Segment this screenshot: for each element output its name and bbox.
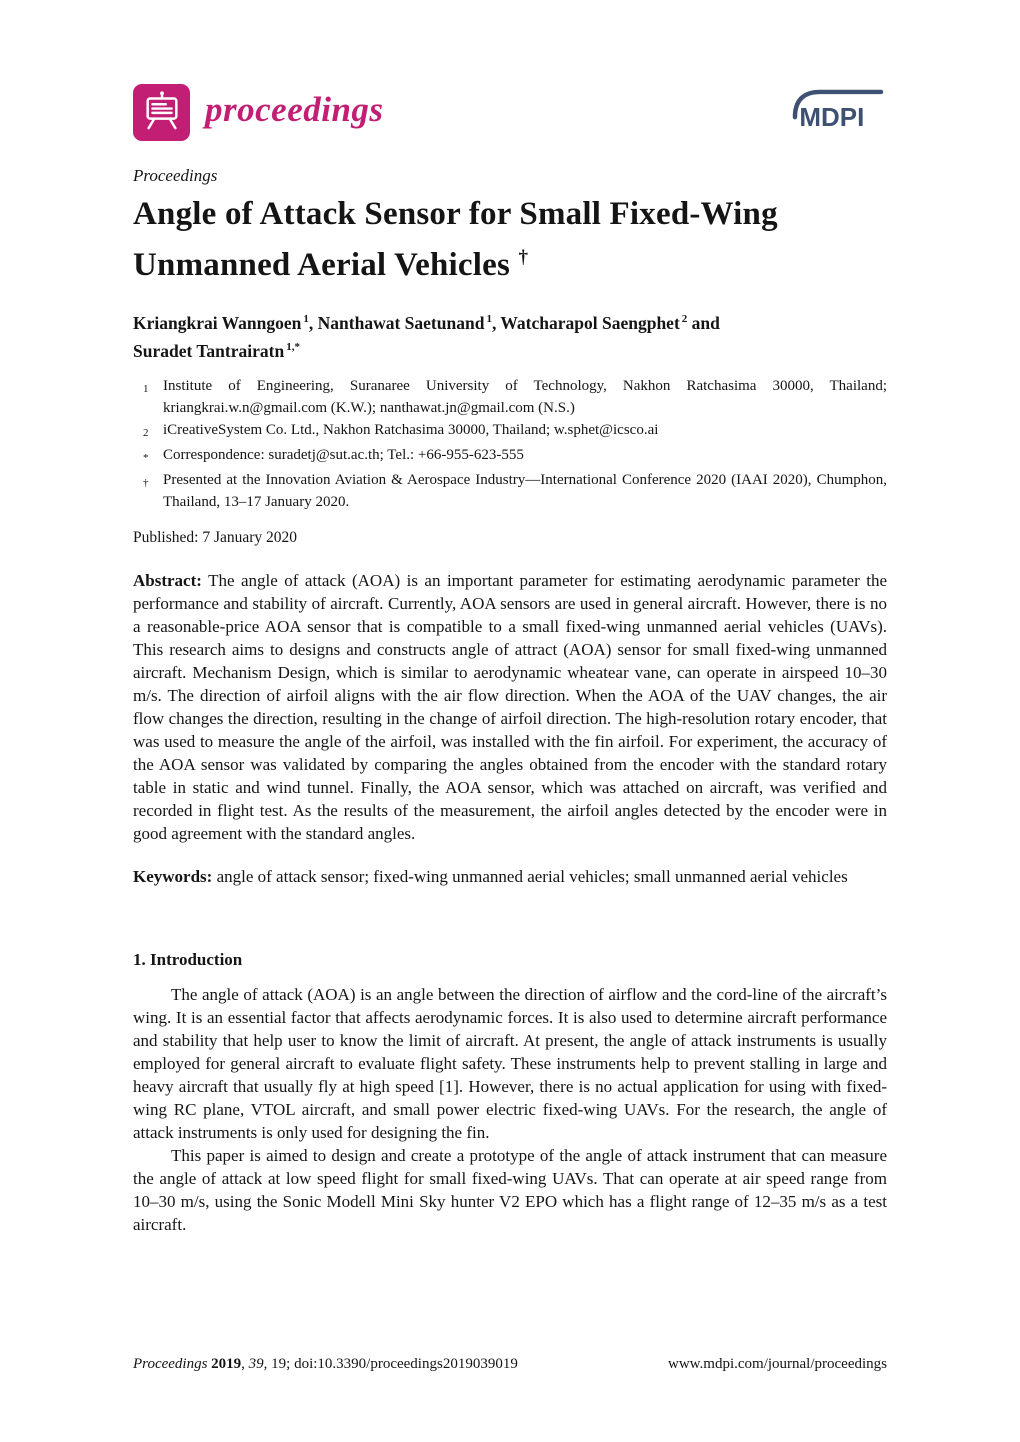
proceedings-logo-badge bbox=[133, 84, 190, 141]
mdpi-logo-text: MDPI bbox=[799, 102, 865, 132]
author-name: Watcharapol Saengphet bbox=[500, 313, 680, 334]
mdpi-logo-icon bbox=[789, 102, 887, 136]
masthead bbox=[133, 84, 887, 141]
author-name: Suradet Tantrairatn bbox=[133, 341, 285, 362]
affiliation-marker: 1 bbox=[143, 383, 149, 396]
author-name: Nanthawat Saetunand bbox=[317, 313, 485, 334]
authors-line bbox=[133, 307, 887, 363]
author: Nanthawat Saetunand $^1$, bbox=[317, 313, 501, 334]
affiliation-item bbox=[133, 375, 887, 419]
abstract-label: Abstract: bbox=[133, 571, 202, 591]
affiliation-text: Presented at the Innovation Aviation & Aerospace Industry—International Conference 2020 (IAAI 2020), Chumphon, Thailand, 13–17 January 2020. bbox=[163, 472, 887, 511]
mdpi-logo bbox=[789, 86, 887, 137]
presented-at-note bbox=[133, 469, 887, 513]
author-affiliation-sup: 2 bbox=[681, 313, 688, 326]
flipchart-icon bbox=[141, 89, 183, 136]
footer-year: 2019 bbox=[211, 1356, 242, 1372]
article-title bbox=[133, 192, 887, 287]
abstract-text: The angle of attack (AOA) is an important parameter for estimating aerodynamic parameter the performance and stability of aircraft. Currently, AOA sensors are used in general aircraft. However, there is no a reasonable-price AOA sensor that is compatible to a small fixed-wing unmanned aerial vehicles (UAVs). This research aims to designs and constructs angle of attract (AOA) sensor for small fixed-wing unmanned aircraft. Mechanism Design, which is similar to aerodynamic wheatear vane, can operate in airspeed 10–30 m/s. The direction of airfoil aligns with the air flow direction. When the AOA of the UAV changes, the air flow changes the direction, resulting in the change of airfoil direction. The high-resolution rotary encoder, that was used to measure the angle of the airfoil, was installed with the fin airfoil. For experiment, the accuracy of the AOA sensor was validated by comparing the angles obtained from the encoder with the standard rotary table in static and wind tunnel. Finally, the AOA sensor, which was attached on aircraft, was verified and recorded in flight test. As the results of the measurement, the airfoil angles detected by the encoder were in good agreement with the standard angles. bbox=[133, 571, 887, 844]
affiliation-text: Institute of Engineering, Suranaree University of Technology, Nakhon Ratchasima 30000, Thailand; kriangkrai.w.n@gmail.com (K.W.); nanthawat.jn@gmail.com (N.S.) bbox=[163, 378, 887, 417]
proceedings-logo-text: proceedings bbox=[205, 90, 384, 129]
author-affiliation-sup: 1 bbox=[486, 313, 492, 326]
intro-paragraph-2: This paper is aimed to design and create a prototype of the angle of attack instrument that can measure the angle of attack at low speed flight for small fixed-wing UAVs. That can operate at air speed range from 10–30 m/s, using the Sonic Modell Mini Sky hunter V2 EPO which has a flight range of 12–35 m/s as a test aircraft. bbox=[133, 1146, 887, 1235]
footer-journal-name: Proceedings bbox=[133, 1356, 208, 1372]
keywords-text: angle of attack sensor; fixed-wing unmanned aerial vehicles; small unmanned aerial vehicles bbox=[216, 867, 848, 887]
affiliation-text: Correspondence: suradetj@sut.ac.th; Tel.: +66-955-623-555 bbox=[163, 447, 524, 464]
author bbox=[133, 335, 887, 363]
journal-label: Proceedings bbox=[133, 166, 218, 185]
title-dagger-marker: † bbox=[518, 247, 529, 269]
page-footer bbox=[133, 1354, 887, 1374]
affiliation-item bbox=[133, 419, 887, 444]
author: Watcharapol Saengphet $^2$ and bbox=[500, 313, 720, 334]
affiliations-list bbox=[133, 375, 887, 513]
section-heading-introduction: 1. Introduction bbox=[133, 950, 243, 970]
article-body bbox=[133, 166, 887, 1236]
affiliation-marker: * bbox=[143, 452, 149, 465]
correspondence-note bbox=[133, 444, 887, 469]
proceedings-logo bbox=[133, 84, 384, 141]
footer-doi: , 19; doi:10.3390/proceedings2019039019 bbox=[263, 1356, 518, 1372]
keywords-label: Keywords: bbox=[133, 867, 213, 887]
abstract bbox=[133, 569, 887, 845]
published-date: Published: 7 January 2020 bbox=[133, 529, 298, 547]
affiliation-marker: † bbox=[143, 477, 149, 490]
footer-citation: Proceedings 2019, 39, 19; doi:10.3390/proceedings2019039019 bbox=[133, 1356, 518, 1372]
footer-journal-url: www.mdpi.com/journal/proceedings bbox=[668, 1356, 887, 1372]
author-name: Kriangkrai Wanngoen bbox=[133, 313, 302, 334]
author-affiliation-sup: 1,* bbox=[286, 341, 300, 354]
affiliation-marker: 2 bbox=[143, 427, 149, 440]
article-title-text: Angle of Attack Sensor for Small Fixed-Wing Unmanned Aerial Vehicles bbox=[133, 196, 778, 284]
affiliation-text: iCreativeSystem Co. Ltd., Nakhon Ratchasima 30000, Thailand; w.sphet@icsco.ai bbox=[163, 422, 659, 439]
keywords bbox=[133, 865, 887, 888]
intro-paragraph-1: The angle of attack (AOA) is an angle between the direction of airflow and the cord-line of the aircraft’s wing. It is an essential factor that affects aerodynamic forces. It is also used to determine aircraft performance and stability that help user to know the limit of aircraft. At present, the angle of attack instruments is usually employed for general aircraft to evaluate flight safety. These instruments help to prevent stalling in large and heavy aircraft that usually fly at high speed [1]. However, there is no actual application for using with fixed-wing RC plane, VTOL aircraft, and small power electric fixed-wing UAVs. For the research, the angle of attack instruments is only used for designing the fin. bbox=[133, 985, 887, 1143]
author: Kriangkrai Wanngoen $^1$, bbox=[133, 313, 318, 334]
footer-volume: 39 bbox=[248, 1356, 264, 1372]
author-affiliation-sup: 1 bbox=[303, 313, 309, 326]
